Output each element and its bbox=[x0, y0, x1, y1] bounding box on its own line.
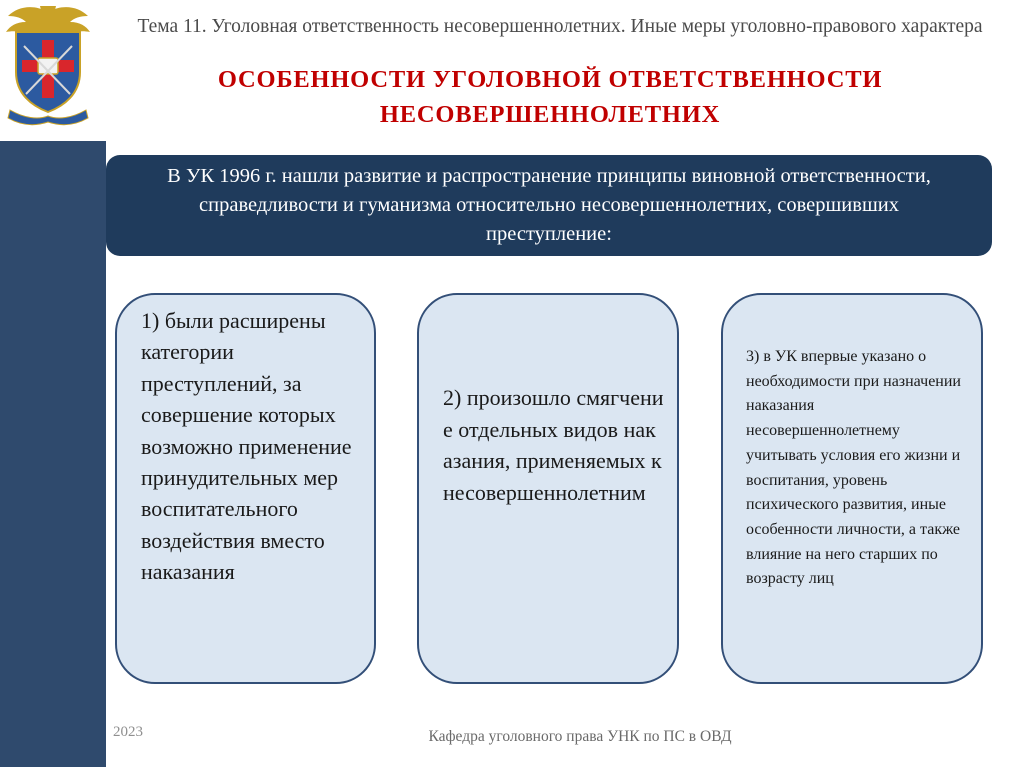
footer-year: 2023 bbox=[113, 724, 143, 740]
principle-card-1: 1) были расширены категории преступлений, за совершение которых возможно применение принудительных мер воспитательного воздействия вместо наказания bbox=[115, 293, 376, 684]
emblem-logo bbox=[4, 2, 92, 128]
topic-heading: Тема 11. Уголовная ответственность несовершеннолетних. Иные меры уголовно-правового характера bbox=[137, 16, 983, 37]
principle-card-2: 2) произошло смягчение отдельных видов наказания, применяемых к несовершеннолетним bbox=[417, 293, 679, 684]
principle-card-3: 3) в УК впервые указано о необходимости при назначении наказания несовершеннолетнему учитывать условия его жизни и воспитания, уровень психического развития, иные особенности личности, а также влияние на него старших по возрасту лиц bbox=[721, 293, 983, 684]
footer-department: Кафедра уголовного права УНК по ПС в ОВД bbox=[428, 728, 732, 745]
left-sidebar-band bbox=[0, 141, 106, 767]
intro-box: В УК 1996 г. нашли развитие и распространение принципы виновной ответственности, справедливости и гуманизма относительно несовершеннолетних, совершивших преступление: bbox=[106, 155, 992, 256]
page-title: ОСОБЕННОСТИ УГОЛОВНОЙ ОТВЕТСТВЕННОСТИ НЕСОВЕРШЕННОЛЕТНИХ bbox=[217, 66, 883, 128]
